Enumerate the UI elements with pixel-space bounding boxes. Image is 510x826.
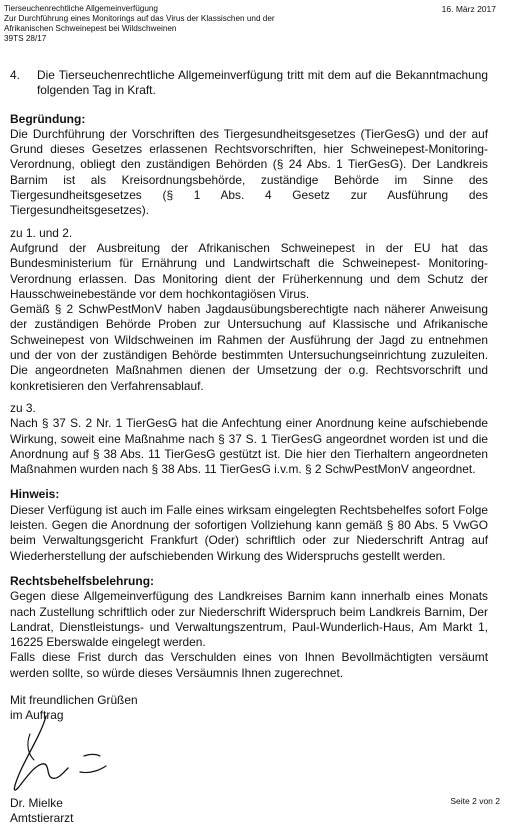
- signatory-title: Amtstierarzt: [10, 810, 74, 825]
- subsection-label-zu-1-2: zu 1. und 2.: [10, 225, 73, 240]
- paragraph: Gemäß § 2 SchwPestMonV haben Jagdausübungsberechtigte nach näherer Anweisung der zuständigen Behörde Proben zur Untersuchung auf Klassische und Afrikanische Schweinepest von Wildschweinen im Rahmen der Ausführung der Jagd zu entnehmen und der von der zuständigen Behörde bestimmten Untersuchungseinrichtung zuzuleiten. Die angeordneten Maßnahmen dienen der Umsetzung der o.g. Rechtsvorschrift und konkretisieren den Verfahrensablauf.: [10, 302, 488, 393]
- handwritten-signature: [6, 714, 126, 804]
- signature-area: [10, 724, 488, 796]
- hinweis-text: Dieser Verfügung ist auch im Falle eines wirksam eingelegten Rechtsbehelfes sofort Folge leisten. Gegen die Anordnung der sofortigen Vollziehung kann gemäß § 80 Abs. 5 VwGO beim Verwaltungsgericht Frankfurt (Oder) schriftlich oder zur Niederschrift Antrag auf Wiederherstellung der aufschiebenden Wirkung des Widerspruchs gestellt werden.: [10, 502, 488, 563]
- section-heading-rechtsbehelfsbelehrung: Rechtsbehelfsbelehrung:: [10, 573, 155, 588]
- header-title: Tierseuchenrechtliche Allgemeinverfügung: [4, 4, 158, 13]
- item-text: Die Tierseuchenrechtliche Allgemeinverfügung tritt mit dem auf die Bekanntmachung folgenden Tag in Kraft.: [37, 68, 488, 98]
- item-number: 4.: [10, 68, 20, 82]
- document-header: [4, 4, 504, 44]
- section-heading-hinweis: Hinweis:: [10, 487, 60, 502]
- begruendung-intro: Die Durchführung der Vorschriften des Tiergesundheitsgesetzes (TierGesG) und der auf Grund dieses Gesetzes erlassenen Rechtsvorschriften, hier Schweinepest-Monitoring- Verordnung, obliegt den zuständigen Behörden (§ 24 Abs. 1 TierGesG). Der Landkreis Barnim ist als Kreisordnungsbehörde, zuständige Behörde im Sinne des Tiergesundheitsgesetzes (§ 1 Abs. 4 Gesetz zur Ausführung des Tiergesundheitsgesetzes).: [10, 126, 488, 218]
- paragraph: Gegen diese Allgemeinverfügung des Landkreises Barnim kann innerhalb eines Monats nach Zustellung schriftlich oder zur Niederschrift Widerspruch beim Landkreis Barnim, Der Landrat, Dienstleistungs- und Verwaltungszentrum, Paul-Wunderlich-Haus, Am Markt 1, 16225 Eberswalde eingelegt werden.: [10, 589, 488, 650]
- list-item-4: [10, 68, 488, 99]
- header-subtitle-line-2: Afrikanischen Schweinepest bei Wildschweinen: [4, 24, 177, 33]
- closing-block: [10, 693, 488, 826]
- header-reference: 39TS 28/17: [4, 34, 47, 43]
- document-body: [10, 68, 488, 826]
- on-behalf-label: im Auftrag: [10, 708, 64, 723]
- header-date: 16. März 2017: [441, 4, 496, 14]
- greeting: Mit freundlichen Grüßen: [10, 692, 138, 707]
- paragraph: Falls diese Frist durch das Verschulden eines von Ihnen Bevollmächtigten versäumt werden sollte, so würde dieses Versäumnis Ihnen zugerechnet.: [10, 650, 488, 680]
- subsection-label-zu-3: zu 3.: [10, 400, 36, 415]
- paragraph: Aufgrund der Ausbreitung der Afrikanischen Schweinepest in der EU hat das Bundesministerium für Ernährung und Landwirtschaft die Schweinepest- Monitoring-Verordnung erlassen. Das Monitoring dient der Früherkennung und dem Schutz der Hausschweinebestände vor dem hochkontagiösen Virus.: [10, 240, 488, 301]
- header-subtitle-line-1: Zur Durchführung eines Monitorings auf das Virus der Klassischen und der: [4, 14, 275, 23]
- page-number: Seite 2 von 2: [450, 796, 500, 806]
- signatory-name: Dr. Mielke: [10, 795, 63, 810]
- paragraph: Nach § 37 S. 2 Nr. 1 TierGesG hat die Anfechtung einer Anordnung keine aufschiebende Wirkung, soweit eine Maßnahme nach § 37 S. 1 TierGesG angeordnet worden ist und die Anordnung auf § 38 Abs. 11 TierGesG gestützt ist. Die hier den Tierhaltern angeordneten Maßnahmen wurden nach § 38 Abs. 11 TierGesG i.v.m. § 2 SchwPestMonV angeordnet.: [10, 416, 488, 477]
- section-heading-begruendung: Begründung:: [10, 111, 86, 126]
